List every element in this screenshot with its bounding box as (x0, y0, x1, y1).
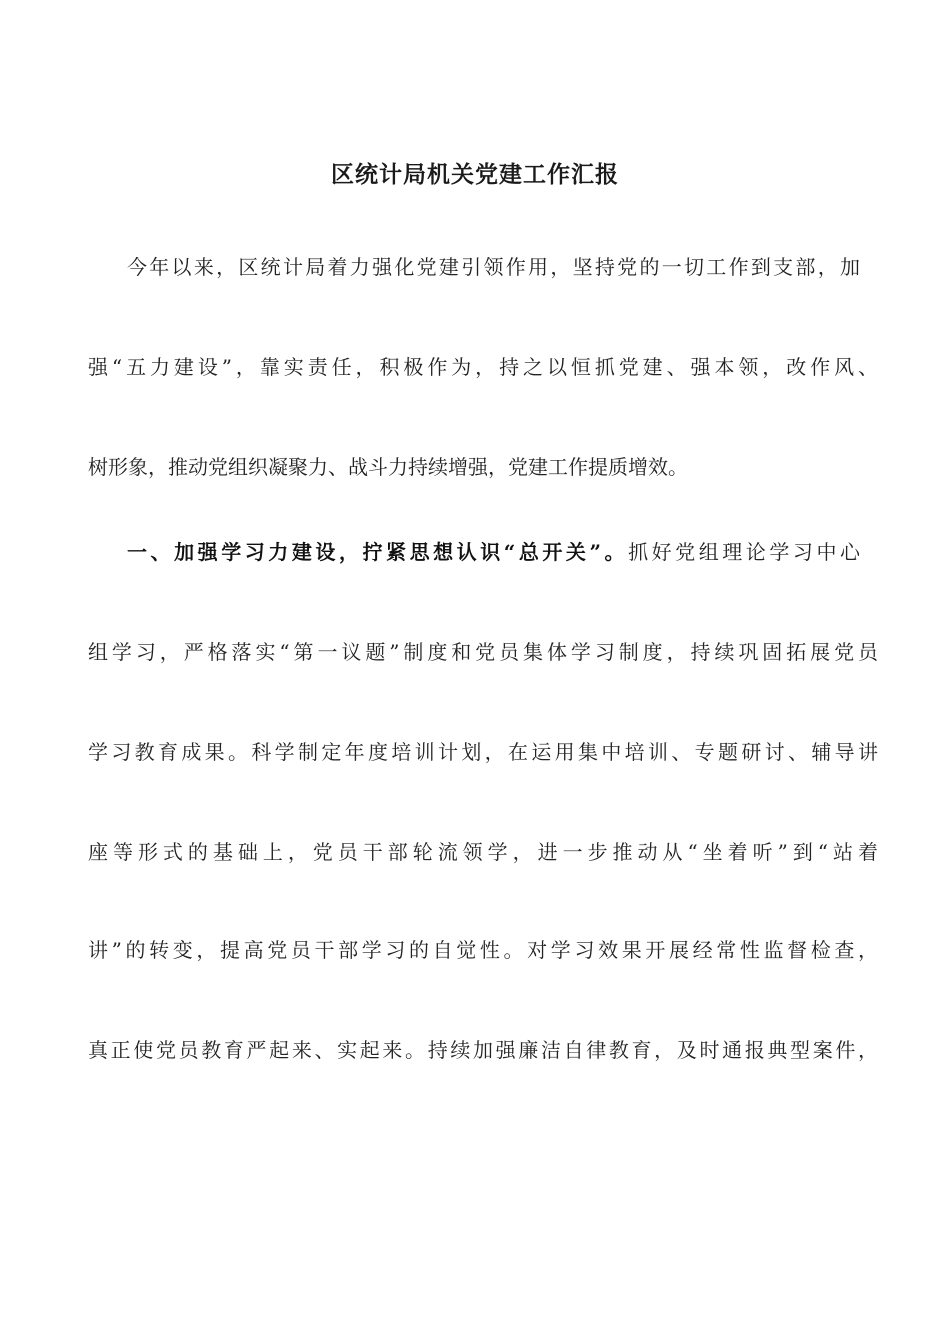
paragraph-1-line-2: 强“五力建设”，靠实责任，积极作为，持之以恒抓党建、强本领，改作风、 (88, 355, 878, 379)
paragraph-2-line-2: 组学习，严格落实“第一议题”制度和党员集体学习制度，持续巩固拓展党员 (88, 640, 878, 664)
section-heading: 一、加强学习力建设，拧紧思想认识“总开关”。 (127, 540, 629, 564)
paragraph-2-line-1 (127, 537, 860, 567)
paragraph-2-line-4: 座等形式的基础上，党员干部轮流领学，进一步推动从“坐着听”到“站着 (88, 840, 878, 864)
paragraph-2-line-6: 真正使党员教育严起来、实起来。持续加强廉洁自律教育，及时通报典型案件， (88, 1038, 878, 1062)
paragraph-2-line-1-text: 抓好党组理论学习中心 (628, 540, 860, 564)
paragraph-2-line-3: 学习教育成果。科学制定年度培训计划，在运用集中培训、专题研讨、辅导讲 (88, 740, 878, 764)
paragraph-1-line-3: 树形象，推动党组织凝聚力、战斗力持续增强，党建工作提质增效。 (88, 455, 688, 479)
paragraph-1-line-1: 今年以来，区统计局着力强化党建引领作用，坚持党的一切工作到支部，加 (127, 255, 860, 279)
document-title: 区统计局机关党建工作汇报 (331, 161, 619, 188)
paragraph-2-line-5: 讲”的转变，提高党员干部学习的自觉性。对学习效果开展经常性监督检查， (88, 938, 878, 962)
